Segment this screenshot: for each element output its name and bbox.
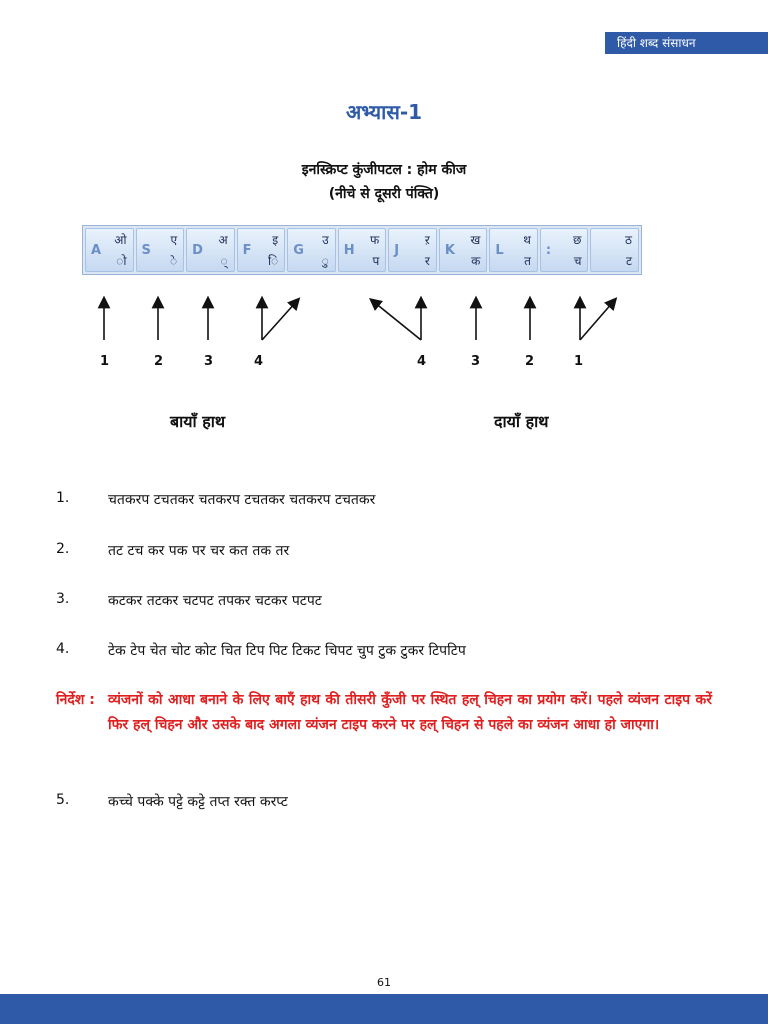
key-lower: त — [524, 254, 531, 268]
key-latin: F — [242, 243, 252, 258]
key-latin: D — [192, 243, 203, 258]
note-label: निर्देश : — [56, 692, 95, 708]
key-upper: छ — [573, 233, 582, 247]
key-upper: इ — [272, 233, 279, 247]
finger-number: 4 — [417, 354, 427, 369]
key-latin: K — [444, 243, 455, 258]
key-lower: प — [372, 254, 380, 268]
key-latin: J — [394, 243, 400, 258]
page-number: 61 — [377, 976, 391, 989]
key-lower: ि — [267, 254, 279, 268]
key-upper: ओ — [114, 233, 127, 247]
arrow-left-4b — [262, 302, 296, 340]
note-text: व्यंजनों को आधा बनाने के लिए बाएँ हाथ की तीसरी कुँजी पर स्थित हल् चिहन का प्रयोग करें। पहले व्यंजन टाइप करें फिर हल् चिहन और उसके बाद अगला व्यंजन टाइप करने पर हल् चिहन से पहले का व्यंजन आधा हो जाएगा। — [108, 692, 712, 733]
footer-bar — [0, 994, 768, 1024]
exercise-text: तट टच कर पक पर चर कत तक तर — [108, 543, 290, 559]
exercise-number: 5. — [56, 792, 70, 808]
exercise-text: कच्चे पक्के पट्टे कट्टे तप्त रक्त करप्ट — [108, 794, 288, 810]
exercise-text: टेक टेप चेत चोट कोट चित टिप पिट टिकट चिपट चुप टुक टुकर टिपटिप — [108, 643, 466, 659]
key-upper: ख — [470, 233, 481, 247]
key-lower: ् — [220, 254, 228, 268]
key-latin: S — [141, 243, 151, 258]
header-badge: हिंदी शब्द संसाधन — [605, 32, 768, 54]
key-lower: क — [471, 254, 481, 268]
finger-number: 3 — [204, 354, 214, 369]
left-hand-label: बायाँ हाथ — [170, 412, 226, 431]
exercise-text: चतकरप टचतकर चतकरप टचतकर चतकरप टचतकर — [108, 492, 376, 508]
key-lower: च — [573, 254, 582, 268]
key-upper: ऱ — [424, 233, 430, 247]
exercise-number: 1. — [56, 490, 70, 506]
subtitle-line-1: इनस्क्रिप्ट कुंजीपटल : होम कीज — [301, 162, 467, 178]
key-upper: ठ — [625, 233, 633, 247]
key-latin: H — [343, 243, 355, 258]
exercise-number: 4. — [56, 641, 70, 657]
instruction-note — [56, 688, 712, 738]
key-upper: फ — [370, 233, 380, 247]
page-title: अभ्यास-1 — [345, 100, 423, 124]
right-hand-label: दायाँ हाथ — [494, 412, 549, 431]
finger-number: 3 — [471, 354, 481, 369]
key-latin: L — [495, 243, 504, 258]
key-lower: े — [169, 254, 178, 268]
key-lower: ट — [625, 254, 633, 268]
key-latin: G — [293, 243, 304, 258]
subtitle-line-2: (नीचे से दूसरी पंक्ति) — [328, 186, 440, 202]
arrow-right-4a — [374, 302, 421, 340]
finger-number: 4 — [254, 354, 264, 369]
arrow-right-1b — [580, 302, 613, 340]
finger-number: 2 — [525, 354, 535, 369]
key-upper: उ — [322, 233, 329, 247]
key-upper: थ — [523, 233, 531, 247]
finger-number: 2 — [154, 354, 164, 369]
finger-number: 1 — [574, 354, 584, 369]
key-upper: ए — [170, 233, 178, 247]
exercise-number: 2. — [56, 541, 70, 557]
exercise-text: कटकर तटकर चटपट तपकर चटकर पटपट — [108, 593, 322, 609]
key-lower: ो — [116, 254, 127, 268]
exercise-number: 3. — [56, 591, 70, 607]
finger-number: 1 — [100, 354, 110, 369]
key-latin: : — [545, 243, 552, 258]
key-upper: अ — [218, 233, 228, 247]
key-latin: A — [91, 243, 102, 258]
key-lower: ु — [321, 254, 329, 268]
key-lower: र — [424, 254, 430, 268]
